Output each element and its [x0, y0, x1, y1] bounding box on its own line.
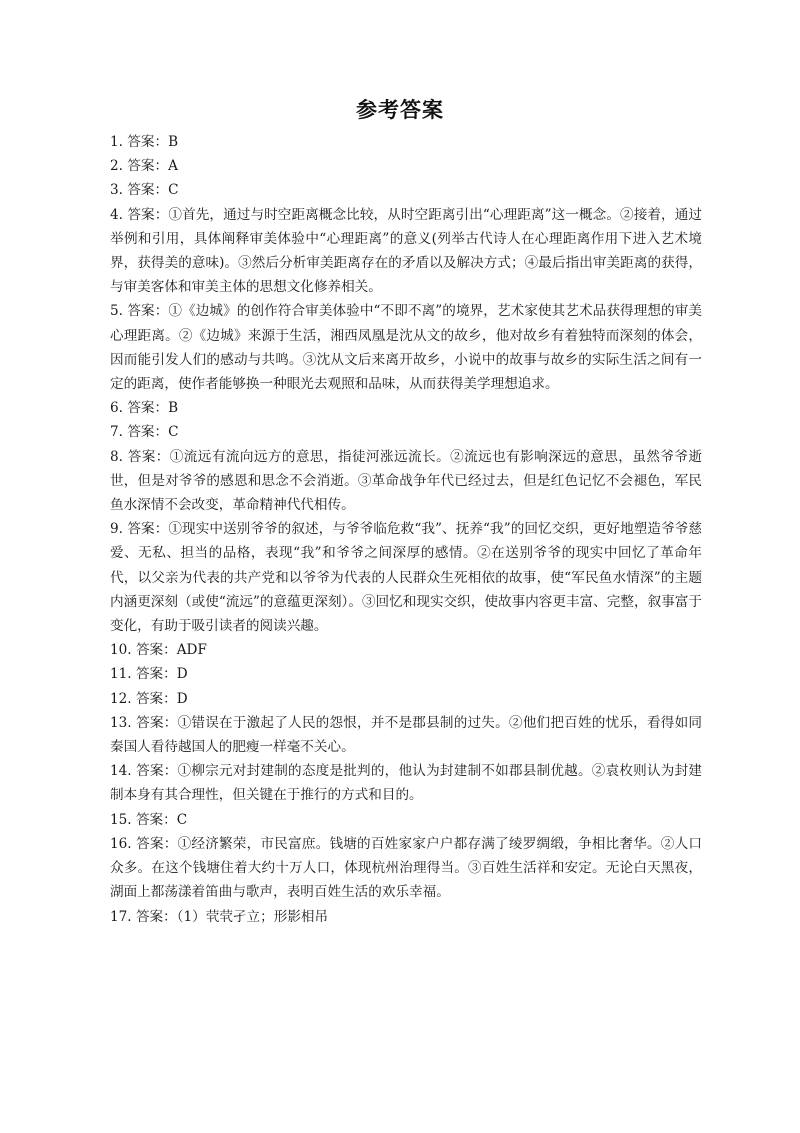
answer-text: ①柳宗元对封建制的态度是批判的，他认为封建制不如郡县制优越。②袁枚则认为封建制本身有其合理性，但关键在于推行的方式和目的。	[110, 763, 702, 804]
answer-text: D	[176, 666, 188, 683]
answer-item	[110, 299, 702, 396]
answer-item	[110, 420, 702, 444]
answer-number: 9. 答案：	[110, 521, 169, 538]
answer-text: B	[168, 400, 179, 417]
answer-number: 7. 答案：	[110, 424, 169, 441]
answer-text: ADF	[176, 642, 207, 659]
answer-item	[110, 178, 702, 202]
answer-item	[110, 905, 702, 929]
answer-number: 6. 答案：	[110, 400, 169, 417]
answer-number: 4. 答案：	[110, 206, 169, 223]
answer-item	[110, 445, 702, 518]
answer-item	[110, 154, 702, 178]
answer-number: 15. 答案：	[110, 811, 177, 828]
answer-number: 8. 答案：	[110, 448, 170, 465]
answer-item	[110, 662, 702, 686]
answer-item	[110, 808, 702, 832]
answer-text: ①现实中送别爷爷的叙述，与爷爷临危救“我”、抚养“我”的回忆交织，更好地塑造爷爷慈爱、无私、担当的品格，表现“我”和爷爷之间深厚的感情。②在送别爷爷的现实中回忆了革命年代，以父亲为代表的共产党和以爷爷为代表的人民群众生死相依的故事，使“军民鱼水情深”的主题内涵更深刻（或使“流远”的意蕴更深刻）。③回忆和现实交织，使故事内容更丰富、完整，叙事富于变化，有助于吸引读者的阅读兴趣。	[110, 521, 702, 635]
answer-number: 17. 答案：	[110, 908, 177, 925]
answer-number: 3. 答案：	[110, 182, 169, 199]
answer-text: ①首先，通过与时空距离概念比较，从时空距离引出“心理距离”这一概念。②接着，通过举例和引用，具体阐释审美体验中“心理距离”的意义(列举古代诗人在心理距离作用下进入艺术境界，获得美的意味)。③然后分析审美距离存在的矛盾以及解决方式；④最后指出审美距离的获得，与审美客体和审美主体的思想文化修养相关。	[110, 206, 702, 296]
answer-number: 11. 答案：	[110, 666, 177, 683]
answer-item	[110, 638, 702, 662]
answer-number: 13. 答案：	[110, 714, 178, 731]
answer-text: B	[168, 134, 179, 150]
answer-item	[110, 396, 702, 420]
page-title: 参考答案	[356, 98, 444, 122]
answer-text: ①流远有流向远方的意思，指徒河涨远流长。②流远也有影响深远的意思，虽然爷爷逝世，但是对爷爷的感恩和思念不会消逝。③革命战争年代已经过去，但是红色记忆不会褪色，军民鱼水深情不会改变，革命精神代代相传。	[110, 448, 702, 514]
answer-list	[110, 130, 702, 929]
answer-number: 14. 答案：	[110, 763, 178, 780]
answer-item	[110, 711, 702, 759]
answer-number: 16. 答案：	[110, 835, 178, 852]
answer-text: C	[168, 424, 179, 441]
answer-number: 1. 答案：	[110, 134, 169, 150]
answer-text: C	[168, 182, 179, 199]
answer-item	[110, 517, 702, 638]
answer-text: （1）茕茕孑立；形影相吊	[176, 908, 329, 925]
answer-number: 5. 答案：	[110, 303, 169, 320]
answer-number: 2. 答案：	[110, 158, 169, 175]
answer-item	[110, 203, 702, 300]
answer-number: 10. 答案：	[110, 642, 177, 659]
answer-item	[110, 687, 702, 711]
answer-item	[110, 759, 702, 807]
answer-text: ①《边城》的创作符合审美体验中“不即不离”的境界，艺术家使其艺术品获得理想的审美心理距离。②《边城》来源于生活，湘西凤凰是沈从文的故乡，他对故乡有着独特而深刻的体会，因而能引发人们的感动与共鸣。③沈从文后来离开故乡，小说中的故事与故乡的实际生活之间有一定的距离，使作者能够换一种眼光去观照和品味，从而获得美学理想追求。	[110, 303, 702, 393]
answer-text: ①经济繁荣，市民富庶。钱塘的百姓家家户户都存满了绫罗绸缎，争相比奢华。②人口众多。在这个钱塘住着大约十万人口，体现杭州治理得当。③百姓生活祥和安定。无论白天黑夜，湖面上都荡漾着笛曲与歌声，表明百姓生活的欢乐幸福。	[110, 835, 702, 901]
answer-text: D	[176, 690, 188, 707]
answer-text: A	[168, 158, 178, 175]
answer-number: 12. 答案：	[110, 690, 177, 707]
answer-text: C	[176, 811, 188, 828]
answer-item	[110, 832, 702, 905]
answer-item	[110, 130, 702, 154]
answer-text: ①错误在于激起了人民的怨恨，并不是郡县制的过失。②他们把百姓的忧乐，看得如同秦国人看待越国人的肥瘦一样毫不关心。	[110, 714, 702, 756]
